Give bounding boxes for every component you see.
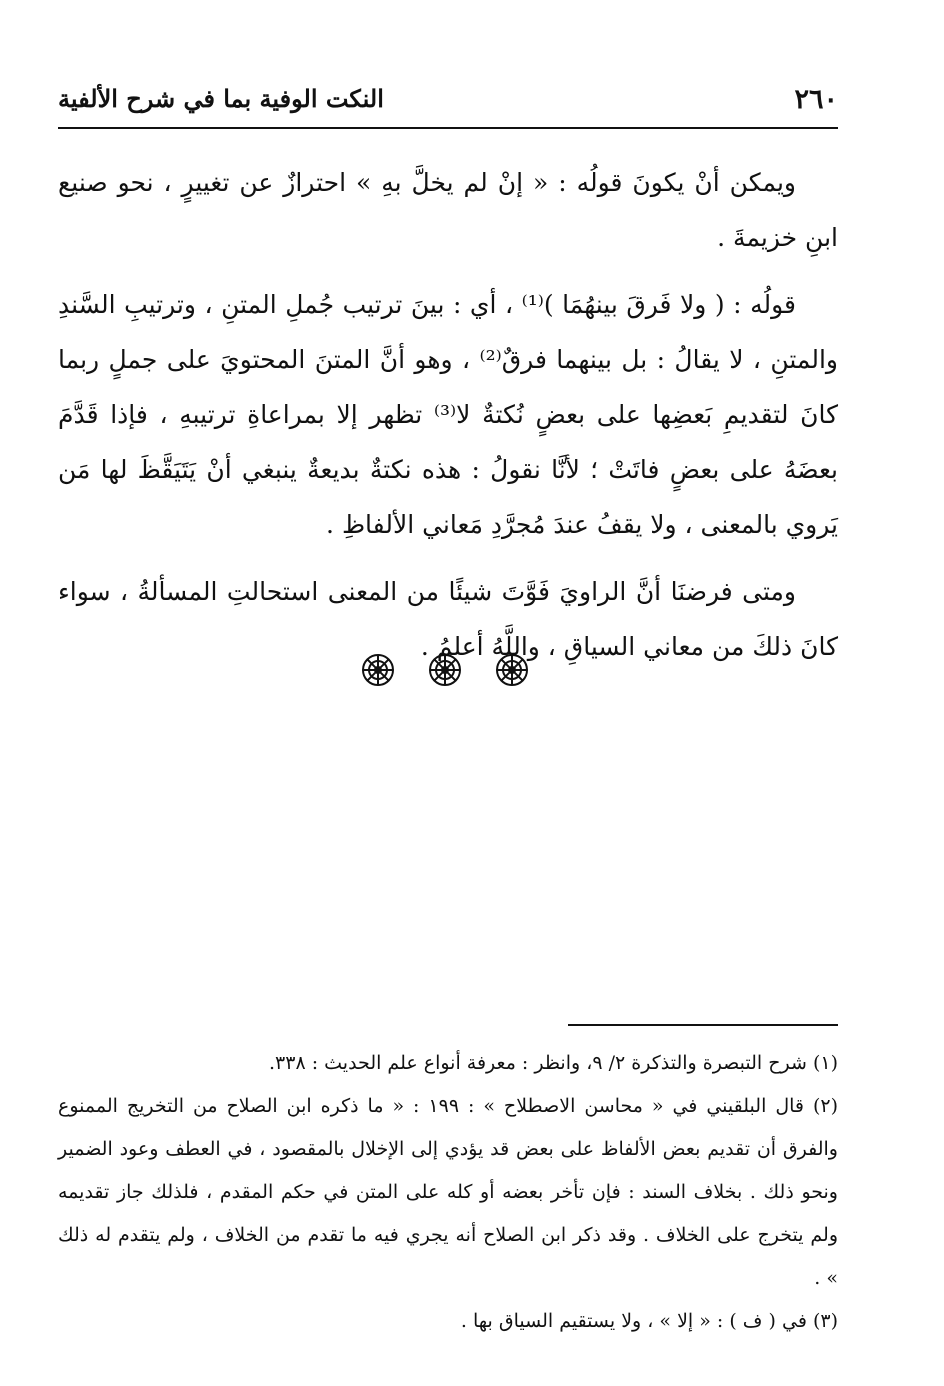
page-number: ٢٦٠ [794,84,838,115]
footnotes [58,1042,838,1343]
footnote-separator [568,1024,838,1026]
rosette-ornament-icon [427,652,463,688]
rosette-ornament-icon [360,652,396,688]
footnote-1: (١) شرح التبصرة والتذكرة ٢/ ٩، وانظر : معرفة أنواع علم الحديث : ٣٣٨. [268,1052,838,1074]
paragraph-2: قولُه : ( ولا فَرقَ بينهُمَا )⁽¹⁾ ، أي : بينَ ترتيب جُملِ المتنِ ، وترتيبِ السَّندِ والمتنِ ، لا يقالُ : بل بينهما فرقٌ⁽²⁾ ، وهو أنَّ المتنَ المحتويَ على جملٍ ربما كانَ لتقديمِ بَعضِها على بعضٍ نُكتةٌ لا⁽³⁾ تظهر إلا بمراعاةِ ترتيبهِ ، فإذا قَدَّمَ بعضَهُ على بعضٍ فاتَتْ ؛ لأنَّا نقولُ : هذه نكتةٌ بديعةٌ ينبغي أنْ يَتَيَقَّظَ لها مَن يَروي بالمعنى ، ولا يقفُ عندَ مُجرَّدِ مَعاني الألفاظِ . [58,290,838,539]
footnote-3: (٣) في ( ف ) : « إلا » ، ولا يستقيم السياق بها . [460,1310,838,1332]
page-header [58,82,838,122]
section-end-ornaments [360,650,530,690]
main-text [58,155,838,686]
header-rule [58,127,838,129]
running-title: النكت الوفية بما في شرح الألفية [58,84,384,113]
paragraph-3: ومتى فرضنَا أنَّ الراويَ فَوَّتَ شيئًا من المعنى استحالتِ المسألةُ ، سواء كانَ ذلكَ من معاني السياقِ ، واللَّهُ أعلمُ . [58,577,838,661]
paragraph-1: ويمكن أنْ يكونَ قولُه : « إنْ لم يخلَّ بهِ » احترازٌ عن تغييرٍ ، نحو صنيع ابنِ خزيمةَ . [58,168,838,252]
rosette-ornament-icon [494,652,530,688]
footnote-2: (٢) قال البلقيني في « محاسن الاصطلاح » : ١٩٩ : « ما ذكره ابن الصلاح من التخريج الممنوع والفرق أن تقديم بعض الألفاظ على بعض قد يؤدي إلى الإخلال بالمقصود ، في العطف وعود الضمير ونحو ذلك . بخلاف السند : فإن تأخر بعضه أو كله على المتن في حكم المقدم ، فلذلك جاز تقديمه ولم يتخرج على الخلاف . وقد ذكر ابن الصلاح أنه يجري فيه ما تقدم من الخلاف ، ولم يتقدم له ذلك » . [58,1095,838,1289]
